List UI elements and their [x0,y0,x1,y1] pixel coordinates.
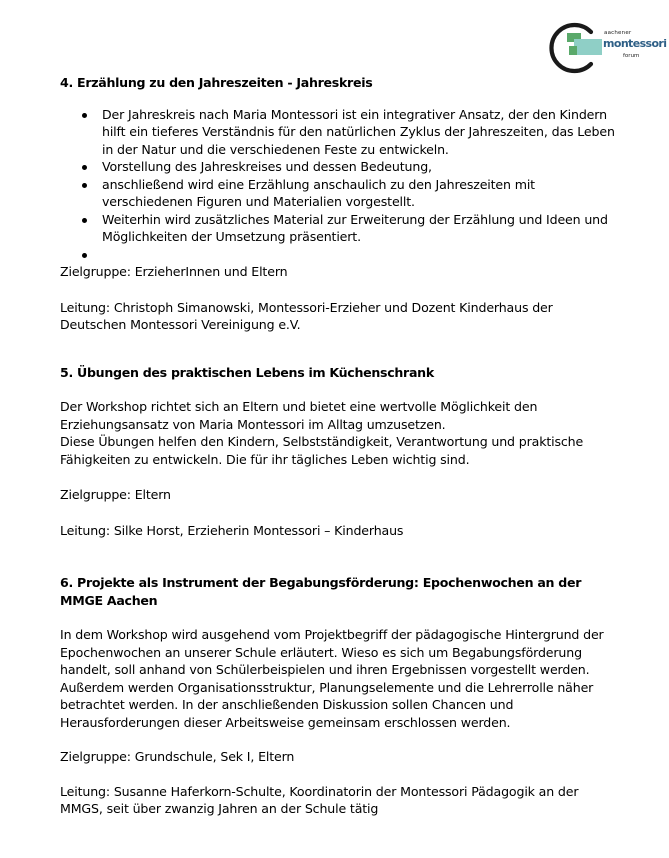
logo-text-forum: forum [623,53,640,59]
document-content [60,74,620,818]
section4-zielgruppe: Zielgruppe: ErzieherInnen und Eltern [60,264,288,279]
section4-bullet-4: Weiterhin wird zusätzliches Material zur Erweiterung der Erzählung und Ideen und Möglichkeiten der Umsetzung präsentiert. [102,211,620,246]
section4-bullet-2: Vorstellung des Jahreskreises und dessen Bedeutung, [102,158,620,176]
section5-body-2: Diese Übungen helfen den Kindern, Selbstständigkeit, Verantwortung und praktische Fähigkeiten zu entwickeln. Die für ihr tägliches Leben wichtig sind. [60,434,584,467]
logo-text-aachener: aachener [604,30,632,36]
logo-text-montessori: montessori [603,37,667,50]
section6-body: In dem Workshop wird ausgehend vom Projektbegriff der pädagogische Hintergrund der Epochenwochen an unserer Schule erläutert. Wieso es sich um Begabungsförderung handelt, soll anhand von Schülerbeispielen und ihren Ergebnissen vorgestellt werden. Außerdem werden Organisationsstruktur, Planungselemente und die Lehrerrolle näher betrachtet werden. In der anschließenden Diskussion sollen Chancen und Herausforderungen dieser Arbeitsweise gemeinsam erschlossen werden. [60,627,604,730]
section5-heading: 5. Übungen des praktischen Lebens im Küchenschrank [60,364,434,380]
section4-bullet-list [60,106,620,264]
aachener-montessori-forum-logo [547,18,667,74]
section6-heading: 6. Projekte als Instrument der Begabungsförderung: Epochenwochen an der MMGE Aachen [60,575,582,608]
section4-heading: 4. Erzählung zu den Jahreszeiten - Jahreskreis [60,75,373,90]
section6-leitung: Leitung: Susanne Haferkorn-Schulte, Koordinatorin der Montessori Pädagogik an der MMGS, seit über zwanzig Jahren an der Schule tätig [60,783,579,816]
section5-leitung: Leitung: Silke Horst, Erzieherin Montessori – Kinderhaus [60,522,404,538]
section4-bullet-5-empty [102,246,620,264]
section4-bullet-3: anschließend wird eine Erzählung anschaulich zu den Jahreszeiten mit verschiedenen Figuren und Materialien vorgestellt. [102,176,620,211]
section4-leitung: Leitung: Christoph Simanowski, Montessori-Erzieher und Dozent Kinderhaus der Deutschen Montessori Vereinigung e.V. [60,299,553,332]
section6-zielgruppe: Zielgruppe: Grundschule, Sek I, Eltern [60,749,295,764]
section5-body-1: Der Workshop richtet sich an Eltern und bietet eine wertvolle Möglichkeit den Erziehungsansatz von Maria Montessori im Alltag umzusetzen. [60,399,538,432]
section5-zielgruppe: Zielgruppe: Eltern [60,487,171,502]
section4-bullet-1: Der Jahreskreis nach Maria Montessori ist ein integrativer Ansatz, der den Kindern hilft ein tieferes Verständnis für den natürlichen Zyklus der Jahreszeiten, das Leben in der Natur und die verschiedenen Feste zu entwickeln. [102,106,620,159]
